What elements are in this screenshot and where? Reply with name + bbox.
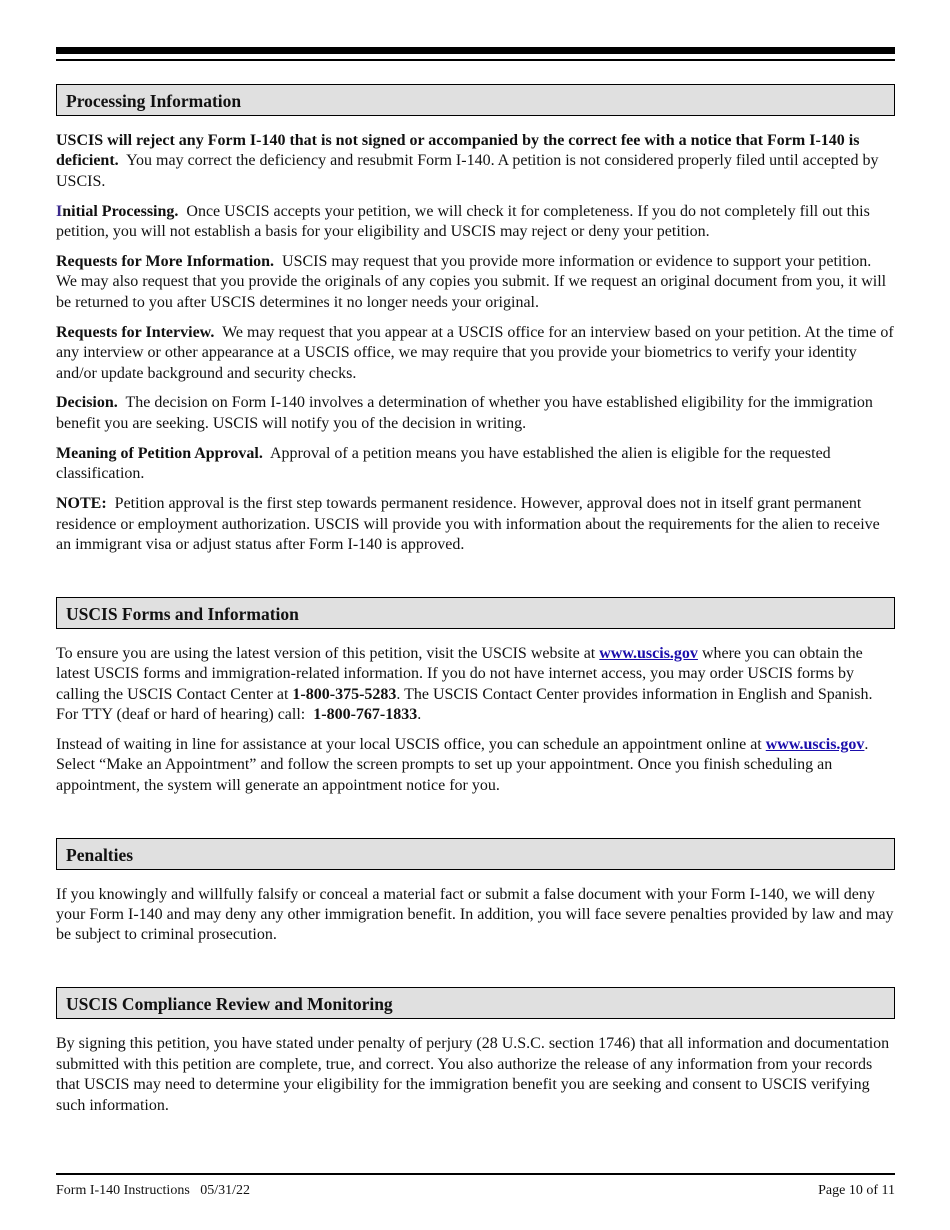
appointment-text-a: Instead of waiting in line for assistance at your local USCIS office, you can schedule an appointment online at: [56, 735, 762, 753]
paragraph-appointment: [56, 735, 895, 796]
paragraph-forms-website: [56, 644, 895, 726]
forms-text-c: . The USCIS Contact Center provides information in English and Spanish. For TTY (deaf or hard of hearing) call:: [56, 685, 873, 724]
footer-rule: [56, 1173, 895, 1175]
paragraph-compliance: By signing this petition, you have stated under penalty of perjury (28 U.S.C. section 1746) that all information and documentation submitted with this petition are complete, true, and correct. You also authorize the release of any information from your records that USCIS may need to determine your eligibility for the immigration benefit you are seeking and consent to USCIS verifying such information.: [56, 1035, 890, 1114]
contact-center-phone: 1-800-375-5283: [292, 685, 397, 703]
top-thick-rule: [56, 47, 895, 54]
paragraph-initial-processing: [56, 202, 895, 243]
note-heading: NOTE:: [56, 495, 107, 513]
approval-meaning-text: Approval of a petition means you have established the alien is eligible for the requested classification.: [56, 444, 831, 483]
forms-text-d: .: [417, 706, 422, 724]
rejection-text: You may correct the deficiency and resubmit Form I-140. A petition is not considered properly filed until accepted by USCIS.: [56, 152, 879, 190]
section-header-forms: USCIS Forms and Information: [56, 597, 895, 629]
paragraph-penalties: If you knowingly and willfully falsify or conceal a material fact or submit a false document with your Form I-140, we will deny your Form I-140 and may deny any other immigration benefit. In addition, you will face severe penalties provided by law and may be subject to criminal prosecution.: [56, 885, 894, 944]
initial-processing-text: Once USCIS accepts your petition, we will check it for completeness. If you do not completely fill out this petition, you will not establish a basis for your eligibility and USCIS may reject or deny your petition.: [56, 202, 870, 241]
appointment-text-b: . Select “Make an Appointment” and follow the screen prompts to set up your appointment. Once you finish scheduling an appointment, the system will generate an appointment notice for you.: [56, 735, 869, 794]
section-header-compliance: USCIS Compliance Review and Monitoring: [56, 987, 895, 1019]
approval-meaning-heading: Meaning of Petition Approval.: [56, 444, 263, 462]
section-header-processing: Processing Information: [56, 84, 895, 116]
footer-page-number: Page 10 of 11: [818, 1183, 895, 1198]
paragraph-note: [56, 494, 895, 555]
uscis-appointment-link[interactable]: www.uscis.gov: [765, 735, 865, 753]
forms-text-a: To ensure you are using the latest version of this petition, visit the USCIS website at: [56, 644, 596, 662]
note-text: Petition approval is the first step towards permanent residence. However, approval does not in itself grant permanent residence or employment authorization. USCIS will provide you with information about the requirements for the alien to receive an immigrant visa or adjust status after Form I-140 is approved.: [56, 495, 880, 553]
page-content: [56, 84, 895, 1126]
decision-text: The decision on Form I-140 involves a determination of whether you have established eligibility for the immigration benefit you are seeking. USCIS will notify you of the decision in writing.: [56, 394, 873, 432]
interview-heading: Requests for Interview.: [56, 323, 215, 341]
initial-letter: I: [56, 202, 63, 220]
paragraph-rejection: [56, 131, 895, 192]
decision-heading: Decision.: [56, 394, 118, 412]
footer-form-info: Form I-140 Instructions 05/31/22: [56, 1183, 251, 1198]
paragraph-decision: [56, 393, 895, 434]
initial-processing-heading: nitial Processing.: [62, 202, 179, 220]
forms-text-b: where you can obtain the latest USCIS forms and immigration-related information. If you do not have internet access, you may order USCIS forms by calling the USCIS Contact Center at: [56, 644, 863, 703]
interview-text: We may request that you appear at a USCIS office for an interview based on your petition. At the time of any interview or other appearance at a USCIS office, we may require that you provide your biometrics to verify your identity and/or update background and security checks.: [56, 323, 894, 382]
paragraph-more-info: [56, 252, 895, 313]
uscis-website-link[interactable]: www.uscis.gov: [599, 644, 698, 662]
rejection-bold: USCIS will reject any Form I-140 that is not signed or accompanied by the correct fee with a notice that Form I-140 is deficient.: [56, 132, 860, 170]
paragraph-interview: [56, 323, 895, 384]
paragraph-approval-meaning: [56, 444, 895, 485]
more-info-text: USCIS may request that you provide more information or evidence to support your petition. We may also request that you provide the originals of any copies you submit. If we request an original document from you, it will be returned to you after USCIS determines it no longer needs your original.: [56, 253, 887, 311]
section-header-penalties: Penalties: [56, 838, 895, 870]
tty-phone: 1-800-767-1833: [313, 706, 418, 724]
more-info-heading: Requests for More Information.: [56, 253, 275, 271]
top-thin-rule: [56, 59, 895, 61]
